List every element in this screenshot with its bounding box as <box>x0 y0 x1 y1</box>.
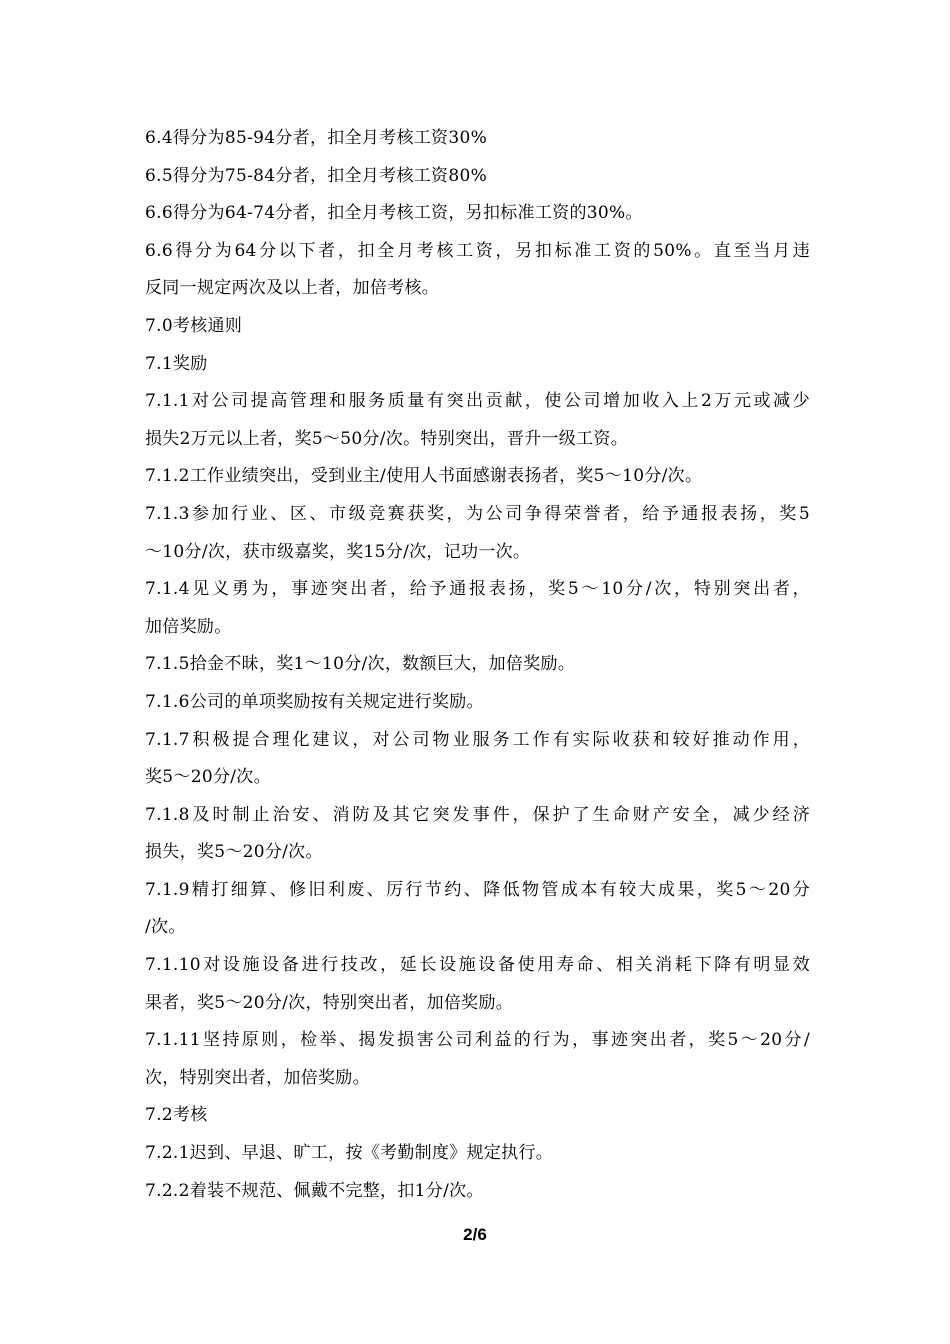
text-line: 6.6得分为64-74分者，扣全月考核工资，另扣标准工资的30%。 <box>145 203 643 224</box>
text-line: 损失，奖5～20分/次。 <box>145 842 323 863</box>
text-line: 7.1.2工作业绩突出，受到业主/使用人书面感谢表扬者，奖5～10分/次。 <box>145 466 703 487</box>
text-line: 7.1.7积极提合理化建议，对公司物业服务工作有实际收获和较好推动作用， <box>145 729 810 750</box>
text-line: 反同一规定两次及以上者，加倍考核。 <box>145 278 440 299</box>
text-line: 7.1.11坚持原则，检举、揭发损害公司利益的行为，事迹突出者，奖5～20分/ <box>145 1030 810 1051</box>
text-line: 7.1.8及时制止治安、消防及其它突发事件，保护了生命财产安全，减少经济 <box>145 804 810 825</box>
text-line: 次，特别突出者，加倍奖励。 <box>145 1067 370 1088</box>
text-line: 损失2万元以上者，奖5～50分/次。特别突出，晋升一级工资。 <box>145 428 628 449</box>
text-line: ～10分/次，获市级嘉奖，奖15分/次，记功一次。 <box>145 541 531 562</box>
text-line: 6.6得分为64分以下者，扣全月考核工资，另扣标准工资的50%。直至当月违 <box>145 240 810 261</box>
text-line: 7.1.4见义勇为，事迹突出者，给予通报表扬，奖5～10分/次，特别突出者， <box>145 579 810 600</box>
text-line: 7.1.9精打细算、修旧利废、厉行节约、降低物管成本有较大成果，奖5～20分 <box>145 879 810 900</box>
document-body <box>145 120 810 1210</box>
text-line: 7.1.5拾金不昧，奖1～10分/次，数额巨大，加倍奖励。 <box>145 654 576 675</box>
text-line: 7.2.2着装不规范、佩戴不完整，扣1分/次。 <box>145 1180 484 1201</box>
text-line: 6.4得分为85-94分者，扣全月考核工资30% <box>145 128 488 148</box>
text-line: 6.5得分为75-84分者，扣全月考核工资80% <box>145 165 488 186</box>
text-line: 7.1.3参加行业、区、市级竞赛获奖，为公司争得荣誉者，给予通报表扬，奖5 <box>145 503 810 524</box>
text-line: 7.2考核 <box>145 1105 208 1126</box>
text-line: 7.1.6公司的单项奖励按有关规定进行奖励。 <box>145 691 484 712</box>
text-line: /次。 <box>145 917 186 938</box>
text-line: 果者，奖5～20分/次，特别突出者，加倍奖励。 <box>145 992 514 1013</box>
text-line: 7.2.1迟到、早退、旷工，按《考勤制度》规定执行。 <box>145 1143 554 1164</box>
text-line: 7.1.1对公司提高管理和服务质量有突出贡献，使公司增加收入上2万元或减少 <box>145 391 810 412</box>
text-line: 奖5～20分/次。 <box>145 767 271 788</box>
text-line: 7.0考核通则 <box>145 315 243 336</box>
page-number: 2/6 <box>463 1225 487 1244</box>
text-line: 加倍奖励。 <box>145 616 232 637</box>
text-line: 7.1.10对设施设备进行技改，延长设施设备使用寿命、相关消耗下降有明显效 <box>145 955 810 976</box>
text-line: 7.1奖励 <box>145 353 208 374</box>
